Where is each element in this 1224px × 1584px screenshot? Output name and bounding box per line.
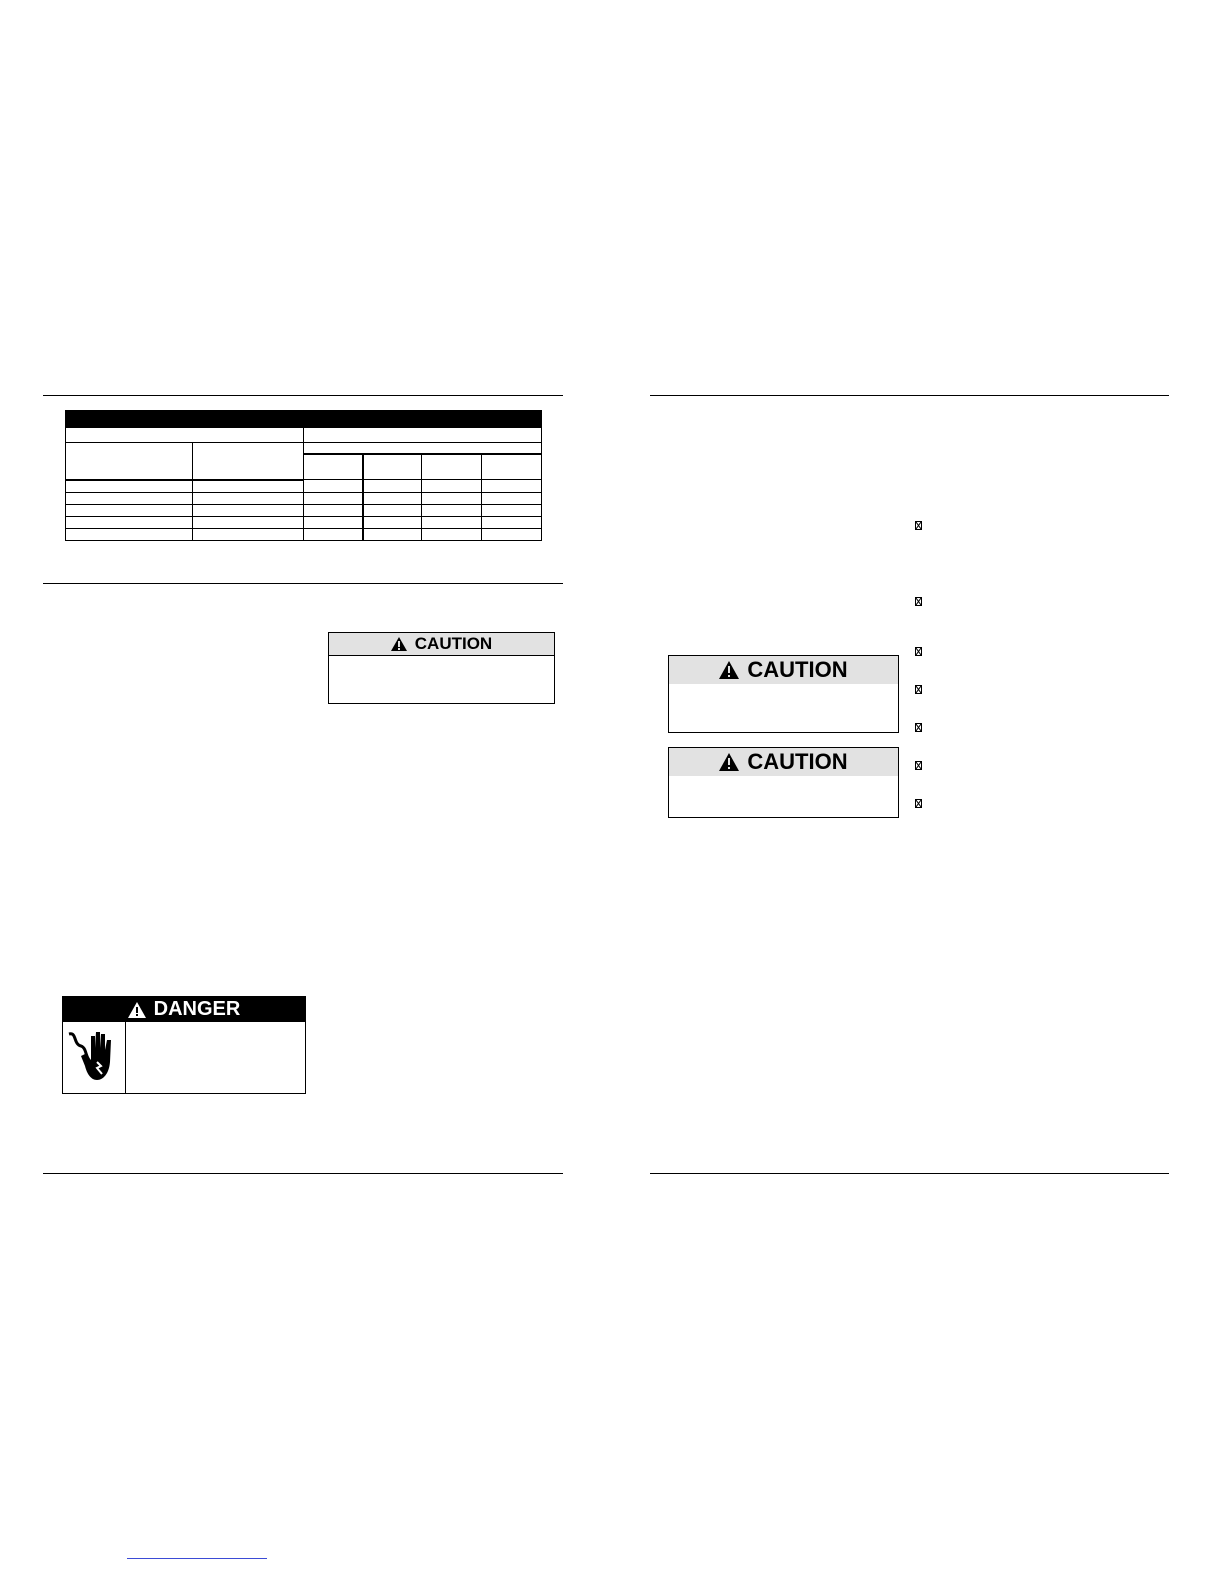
table-title-row bbox=[66, 411, 542, 428]
danger-box bbox=[62, 996, 306, 1094]
electric-shock-hand-icon bbox=[63, 1022, 126, 1093]
right-top-rule bbox=[650, 395, 1169, 396]
checkbox-icon[interactable] bbox=[915, 799, 922, 808]
checkbox-icon[interactable] bbox=[915, 647, 922, 656]
warning-triangle-icon bbox=[391, 637, 407, 651]
link-underline[interactable] bbox=[127, 1558, 267, 1559]
caution-box bbox=[328, 632, 555, 704]
table-row bbox=[66, 504, 542, 516]
warning-triangle-icon bbox=[128, 1002, 146, 1018]
danger-title: DANGER bbox=[153, 998, 241, 1020]
checkbox-icon[interactable] bbox=[915, 685, 922, 694]
left-mid-rule bbox=[43, 583, 563, 584]
caution-box bbox=[668, 747, 899, 818]
caution-box bbox=[668, 655, 899, 733]
checkbox-icon[interactable] bbox=[915, 723, 922, 732]
caution-title: CAUTION bbox=[747, 657, 848, 682]
left-bottom-rule bbox=[43, 1173, 563, 1174]
warning-triangle-icon bbox=[719, 753, 739, 771]
caution-title: CAUTION bbox=[747, 749, 848, 774]
table-header-row bbox=[66, 443, 542, 455]
right-bottom-rule bbox=[650, 1173, 1169, 1174]
table-row bbox=[66, 480, 542, 493]
caution-title: CAUTION bbox=[414, 634, 493, 653]
checkbox-icon[interactable] bbox=[915, 597, 922, 606]
table-row bbox=[66, 492, 542, 504]
warning-triangle-icon bbox=[719, 661, 739, 679]
specification-table bbox=[65, 410, 542, 541]
table-row bbox=[66, 516, 542, 528]
checkbox-icon[interactable] bbox=[915, 761, 922, 770]
checkbox-icon[interactable] bbox=[915, 521, 922, 530]
table-header-row bbox=[66, 428, 542, 443]
left-top-rule bbox=[43, 395, 563, 396]
table-row bbox=[66, 528, 542, 540]
